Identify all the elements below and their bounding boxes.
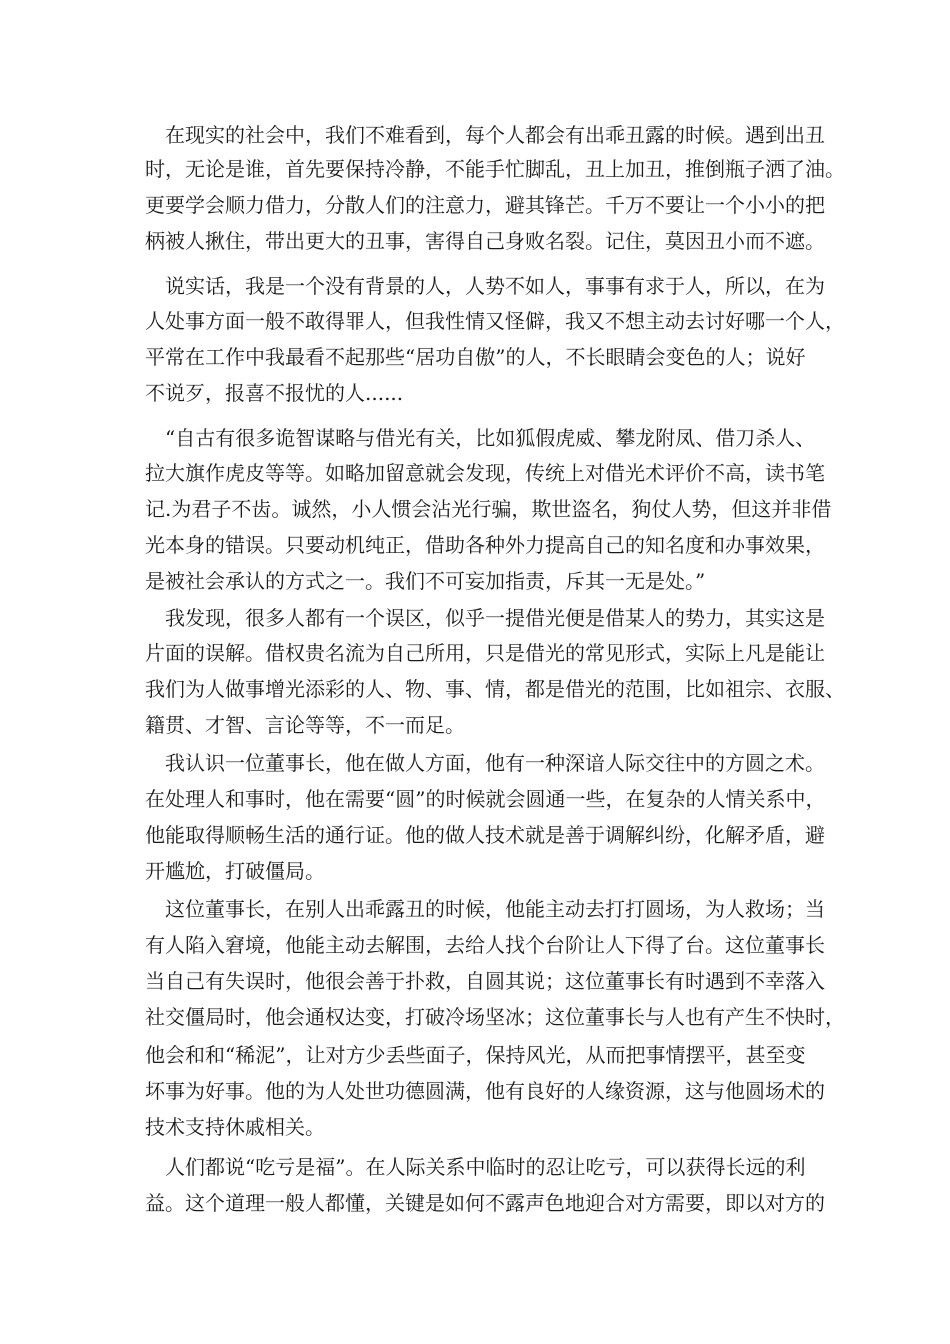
text-line: 说实话，我是一个没有背景的人，人势不如人，事事有求于人，所以，在为 bbox=[145, 274, 825, 298]
text-line: 这位董事长，在别人出乖露丑的时候，他能主动去打打圆场，为人救场；当 bbox=[145, 897, 825, 921]
text-line: 记.为君子不齿。诚然，小人惯会沾光行骗，欺世盗名，狗仗人势，但这并非借 bbox=[145, 497, 832, 521]
text-line: 片面的误解。借权贵名流为自己所用，只是借光的常见形式，实际上凡是能让 bbox=[145, 641, 825, 665]
text-line: 光本身的错误。只要动机纯正，借助各种外力提高自己的知名度和办事效果， bbox=[145, 533, 825, 557]
text-line: 人们都说“吃亏是福”。在人际关系中临时的忍让吃亏，可以获得长远的利 bbox=[145, 1155, 806, 1179]
text-line: 更要学会顺力借力，分散人们的注意力，避其锋芒。千万不要让一个小小的把 bbox=[145, 193, 825, 217]
text-line: 我发现，很多人都有一个误区，似乎一提借光便是借某人的势力，其实这是 bbox=[145, 606, 825, 630]
text-line: 柄被人揪住，带出更大的丑事，害得自己身败名裂。记住，莫因丑小而不遮。 bbox=[145, 229, 825, 253]
text-line: 技术支持休戚相关。 bbox=[145, 1115, 325, 1139]
text-line: 他能取得顺畅生活的通行证。他的做人技术就是善于调解纠纷，化解矛盾，避 bbox=[145, 823, 825, 847]
text-line: 益。这个道理一般人都懂，关键是如何不露声色地迎合对方需要，即以对方的 bbox=[145, 1191, 825, 1215]
text-line: 不说歹，报喜不报忧的人...... bbox=[145, 381, 404, 405]
text-line: 在现实的社会中，我们不难看到，每个人都会有出乖丑露的时候。遇到出丑 bbox=[145, 123, 825, 147]
text-line: 拉大旗作虎皮等等。如略加留意就会发现，传统上对借光术评价不高，读书笔 bbox=[145, 461, 825, 485]
text-line: “自古有很多诡智谋略与借光有关，比如狐假虎威、攀龙附凤、借刀杀人、 bbox=[145, 426, 816, 450]
text-line: 他会和和“稀泥”，让对方少丢些面子，保持风光，从而把事情摆平，甚至变 bbox=[145, 1043, 806, 1067]
text-line: 当自己有失误时，他很会善于扑救，自圆其说；这位董事长有时遇到不幸落入 bbox=[145, 969, 825, 993]
text-line: 开尴尬，打破僵局。 bbox=[145, 859, 325, 883]
text-line: 平常在工作中我最看不起那些“居功自傲”的人，不长眼睛会变色的人；说好 bbox=[145, 345, 806, 369]
text-line: 社交僵局时，他会通权达变，打破冷场坚冰；这位董事长与人也有产生不快时， bbox=[145, 1005, 845, 1029]
text-line: 籍贯、才智、言论等等，不一而足。 bbox=[145, 713, 465, 737]
text-line: 坏事为好事。他的为人处世功德圆满，他有良好的人缘资源，这与他圆场术的 bbox=[145, 1079, 825, 1103]
text-line: 我认识一位董事长，他在做人方面，他有一种深谙人际交往中的方圆之术。 bbox=[145, 751, 825, 775]
text-line: 有人陷入窘境，他能主动去解围，去给人找个台阶让人下得了台。这位董事长 bbox=[145, 933, 825, 957]
text-line: 人处事方面一般不敢得罪人，但我性情又怪僻，我又不想主动去讨好哪一个人， bbox=[145, 309, 845, 333]
text-line: 时，无论是谁，首先要保持冷静，不能手忙脚乱，丑上加丑，推倒瓶子洒了油。 bbox=[145, 157, 845, 181]
text-line: 我们为人做事增光添彩的人、物、事、情，都是借光的范围，比如祖宗、衣服、 bbox=[145, 677, 845, 701]
text-line: 是被社会承认的方式之一。我们不可妄加指责，斥其一无是处。” bbox=[145, 569, 706, 593]
text-line: 在处理人和事时，他在需要“圆”的时候就会圆通一些，在复杂的人情关系中， bbox=[145, 787, 826, 811]
